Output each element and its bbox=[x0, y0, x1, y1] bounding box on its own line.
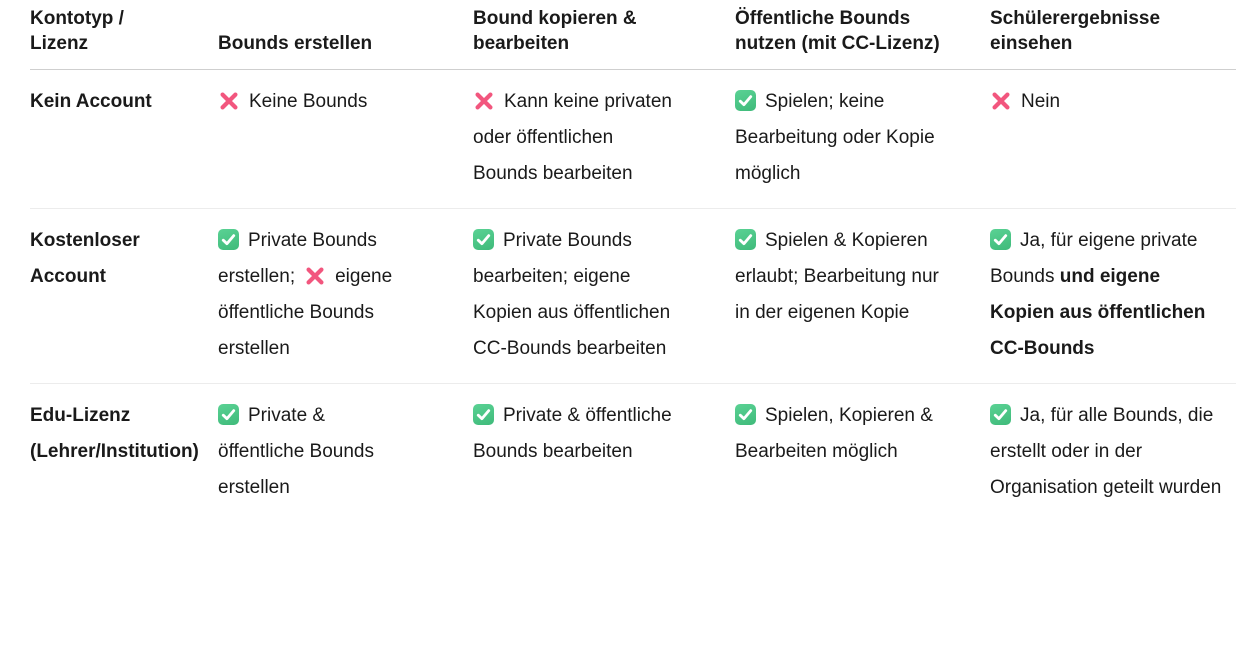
permission-cell bbox=[473, 209, 735, 384]
permission-cell bbox=[735, 70, 990, 209]
cell-text: Keine Bounds bbox=[249, 91, 368, 112]
permission-cell bbox=[990, 209, 1236, 384]
cross-icon bbox=[218, 90, 240, 112]
table-body bbox=[30, 70, 1236, 523]
table-row bbox=[30, 70, 1236, 209]
cell-text: Private & öffentliche Bounds erstellen bbox=[218, 405, 374, 498]
column-header-view-student-results: Schülerergebnisse einsehen bbox=[990, 0, 1236, 70]
column-header-use-public-bounds: Öffentliche Bounds nutzen (mit CC-Lizenz) bbox=[735, 0, 990, 70]
account-type-cell: Kostenloser Account bbox=[30, 209, 218, 384]
permission-cell bbox=[218, 70, 473, 209]
permission-cell bbox=[473, 384, 735, 523]
check-icon bbox=[990, 404, 1011, 425]
permission-cell bbox=[218, 384, 473, 523]
cross-icon bbox=[304, 265, 326, 287]
check-icon bbox=[218, 229, 239, 250]
check-icon bbox=[735, 229, 756, 250]
column-header-create-bounds: Bounds erstellen bbox=[218, 0, 473, 70]
cell-text: Spielen, Kopieren & Bearbeiten möglich bbox=[735, 405, 933, 462]
permission-cell bbox=[218, 209, 473, 384]
cell-text: Nein bbox=[1021, 91, 1061, 112]
account-type-cell: Kein Account bbox=[30, 91, 152, 112]
cell-text: eigene öffentliche Bounds erstellen bbox=[218, 266, 393, 359]
cell-text-bold: und eigene Kopien aus öffentlichen CC-Bounds bbox=[990, 266, 1206, 359]
cell-text: Private Bounds bearbeiten; eigene Kopien aus öffentlichen CC-Bounds bearbeiten bbox=[473, 230, 671, 359]
column-header-account-type: Kontotyp / Lizenz bbox=[30, 0, 218, 70]
permission-cell bbox=[990, 70, 1236, 209]
check-icon bbox=[735, 90, 756, 111]
check-icon bbox=[473, 229, 494, 250]
cell-text: Spielen & Kopieren erlaubt; Bearbeitung nur in der eigenen Kopie bbox=[735, 230, 939, 323]
cell-text: Ja, für eigene private Bounds bbox=[990, 230, 1198, 287]
table-row bbox=[30, 384, 1236, 523]
cross-icon bbox=[990, 90, 1012, 112]
permission-cell bbox=[735, 384, 990, 523]
permission-cell bbox=[473, 70, 735, 209]
check-icon bbox=[735, 404, 756, 425]
account-type-cell: Edu-Lizenz (Lehrer/Institution) bbox=[30, 384, 218, 523]
table-row bbox=[30, 209, 1236, 384]
cell-text: Kann keine privaten oder öffentlichen Bounds bearbeiten bbox=[473, 91, 672, 184]
column-header-copy-edit-bound: Bound kopieren & bearbeiten bbox=[473, 0, 735, 70]
check-icon bbox=[990, 229, 1011, 250]
cell-text: Private Bounds erstellen; bbox=[218, 230, 377, 287]
check-icon bbox=[218, 404, 239, 425]
header-row bbox=[30, 0, 1236, 70]
check-icon bbox=[473, 404, 494, 425]
permissions-table bbox=[30, 0, 1236, 522]
cell-text: Spielen; keine Bearbeitung oder Kopie möglich bbox=[735, 91, 935, 184]
permission-cell bbox=[735, 209, 990, 384]
cross-icon bbox=[473, 90, 495, 112]
cell-text: Private & öffentliche Bounds bearbeiten bbox=[473, 405, 672, 462]
permission-cell bbox=[990, 384, 1236, 523]
cell-text: Ja, für alle Bounds, die erstellt oder in der Organisation geteilt wurden bbox=[990, 405, 1222, 498]
